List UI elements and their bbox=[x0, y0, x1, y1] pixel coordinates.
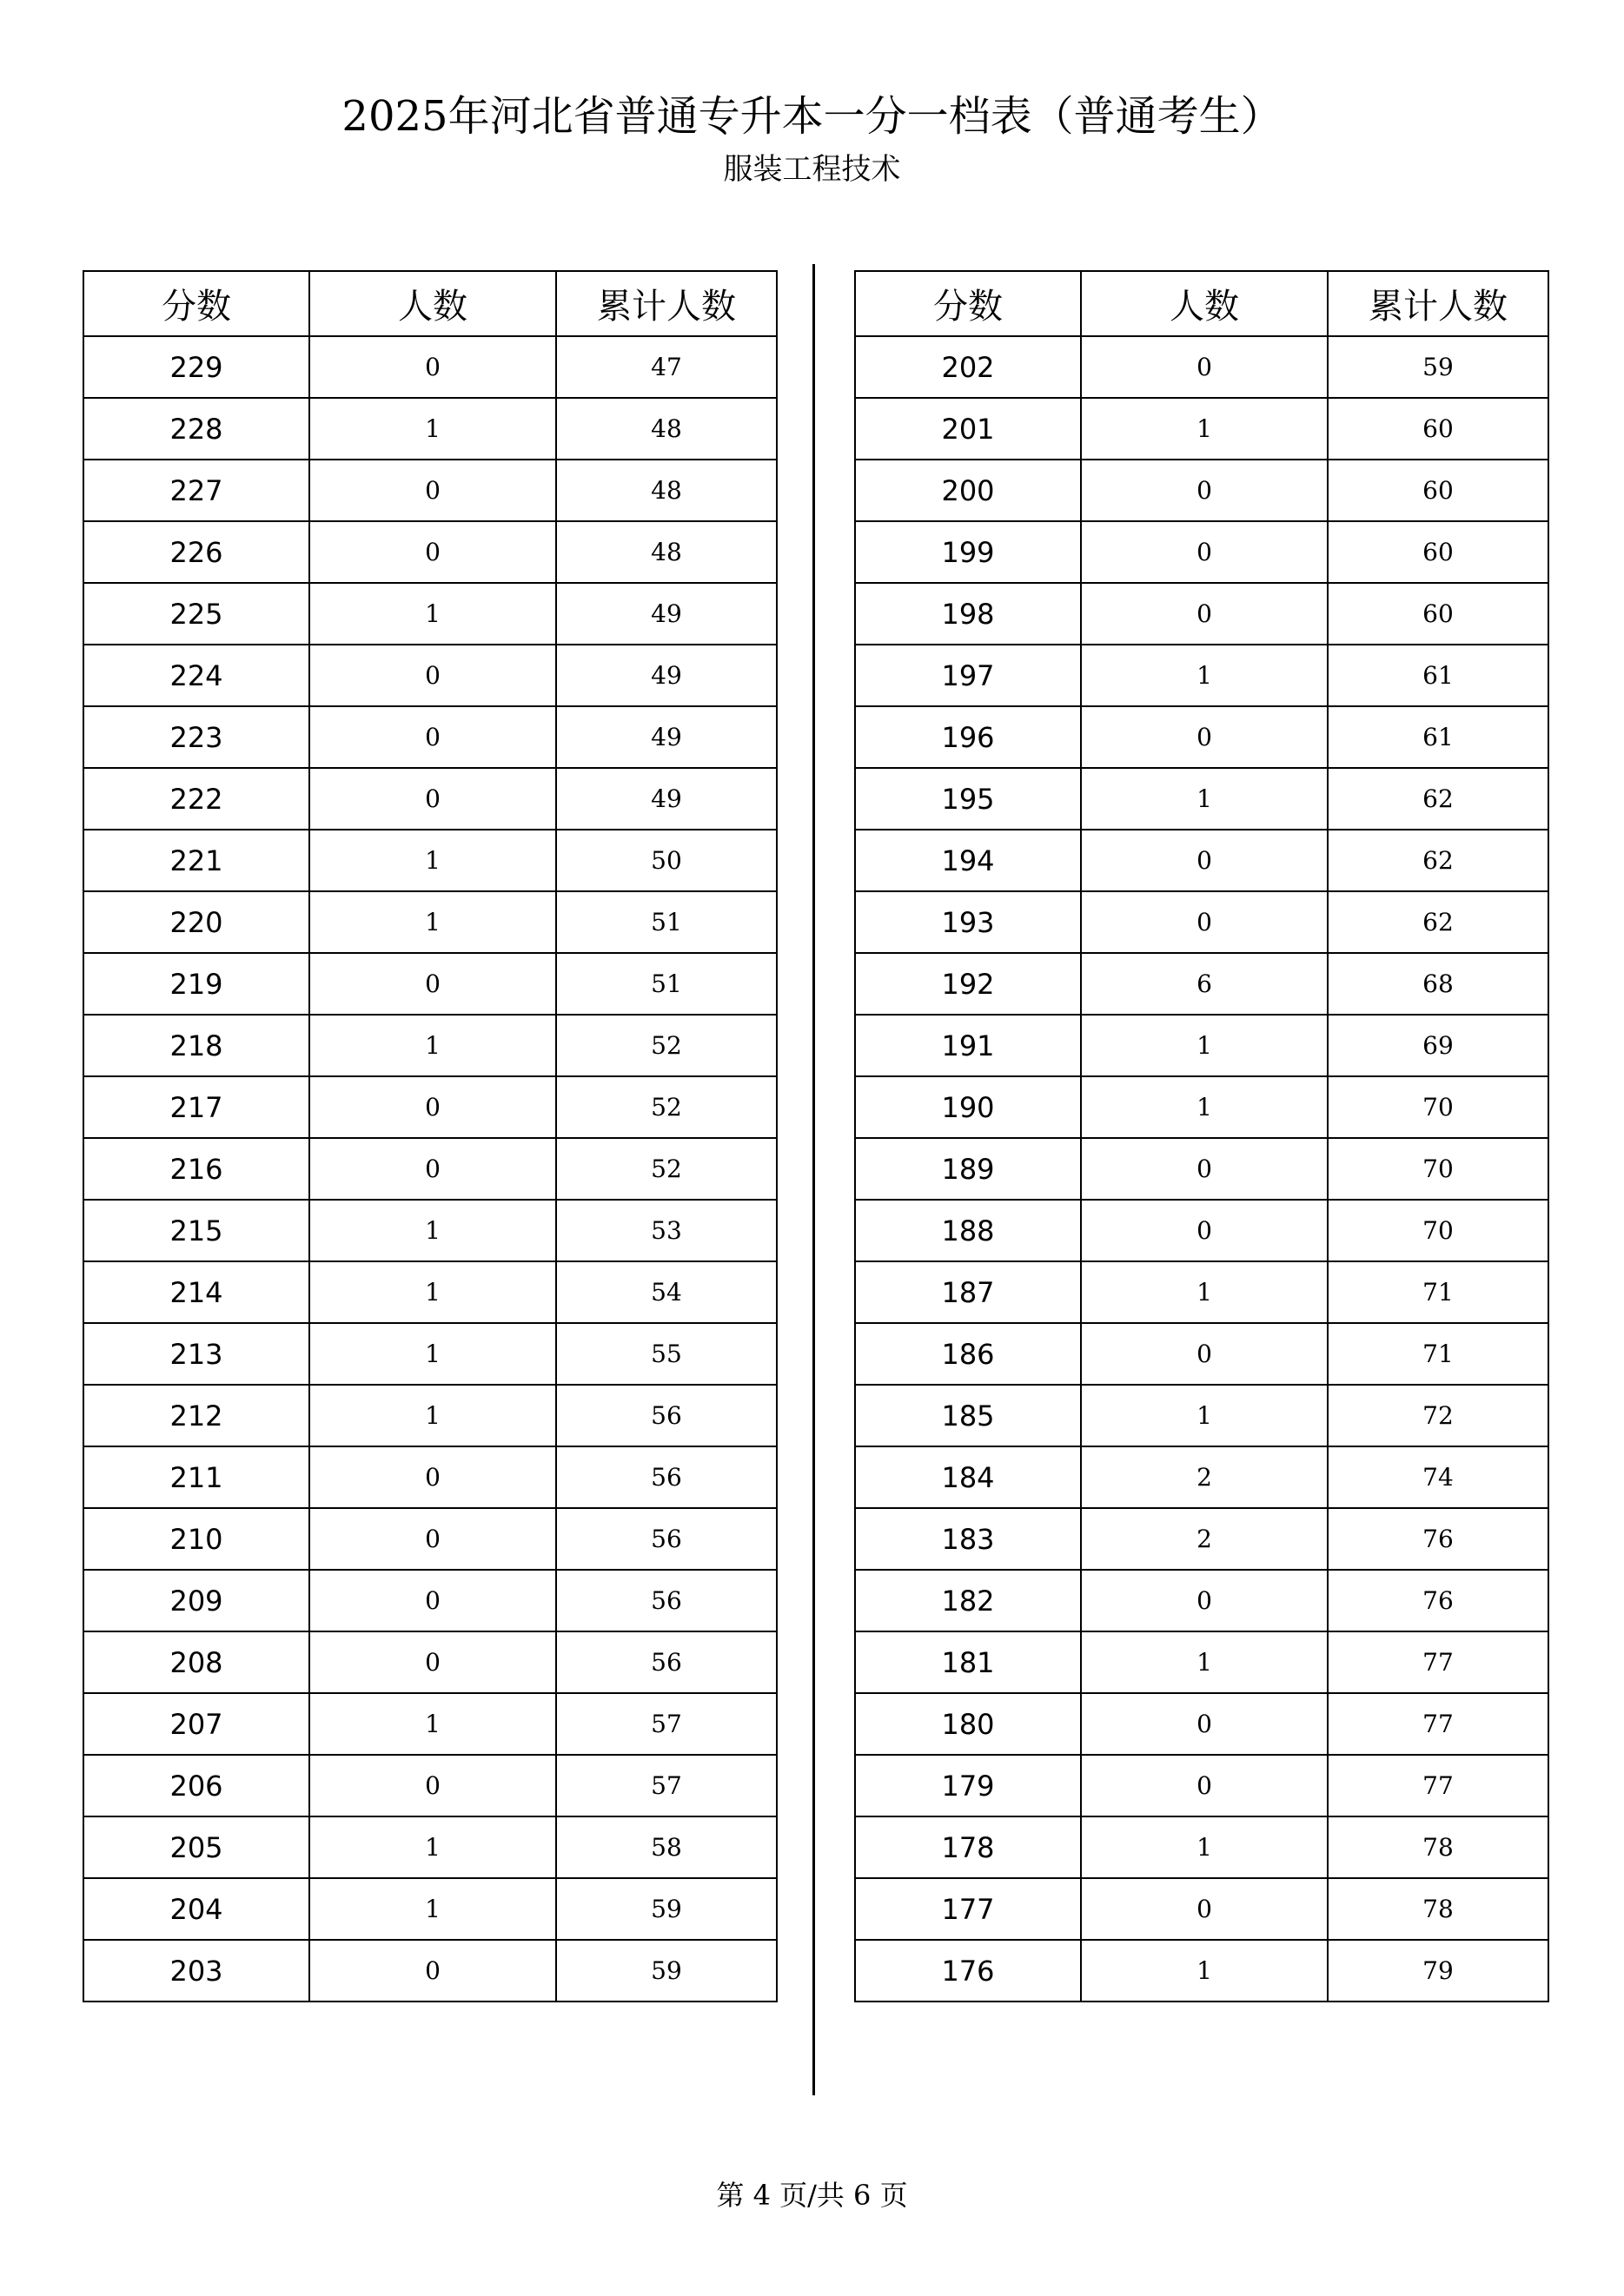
cell-count: 1 bbox=[309, 1200, 556, 1261]
table-row bbox=[855, 830, 1548, 891]
cell-cumulative: 50 bbox=[556, 830, 777, 891]
table-row bbox=[855, 398, 1548, 460]
cell-count: 1 bbox=[1081, 1076, 1328, 1138]
cell-cumulative: 51 bbox=[556, 891, 777, 953]
cell-count: 0 bbox=[1081, 1200, 1328, 1261]
header-count: 人数 bbox=[309, 271, 556, 336]
cell-cumulative: 62 bbox=[1328, 830, 1548, 891]
cell-cumulative: 70 bbox=[1328, 1138, 1548, 1200]
cell-count: 1 bbox=[1081, 1631, 1328, 1693]
table-row bbox=[855, 1693, 1548, 1755]
cell-cumulative: 57 bbox=[556, 1693, 777, 1755]
cell-count: 2 bbox=[1081, 1508, 1328, 1570]
cell-count: 0 bbox=[1081, 583, 1328, 645]
cell-count: 0 bbox=[1081, 1755, 1328, 1816]
table-row bbox=[855, 645, 1548, 706]
cell-score: 183 bbox=[855, 1508, 1081, 1570]
cell-score: 208 bbox=[83, 1631, 309, 1693]
cell-cumulative: 77 bbox=[1328, 1693, 1548, 1755]
cell-cumulative: 49 bbox=[556, 645, 777, 706]
cell-cumulative: 71 bbox=[1328, 1261, 1548, 1323]
score-table-right bbox=[854, 270, 1549, 2002]
cell-score: 222 bbox=[83, 768, 309, 830]
cell-score: 178 bbox=[855, 1816, 1081, 1878]
cell-cumulative: 60 bbox=[1328, 398, 1548, 460]
cell-count: 0 bbox=[1081, 460, 1328, 521]
cell-score: 214 bbox=[83, 1261, 309, 1323]
table-row bbox=[83, 1261, 777, 1323]
table-row bbox=[855, 1261, 1548, 1323]
table-row bbox=[855, 1138, 1548, 1200]
cell-count: 0 bbox=[1081, 1693, 1328, 1755]
cell-cumulative: 62 bbox=[1328, 891, 1548, 953]
table-row bbox=[855, 336, 1548, 398]
table-row bbox=[83, 645, 777, 706]
cell-score: 210 bbox=[83, 1508, 309, 1570]
cell-count: 0 bbox=[309, 1631, 556, 1693]
cell-cumulative: 74 bbox=[1328, 1446, 1548, 1508]
cell-cumulative: 60 bbox=[1328, 460, 1548, 521]
page-subtitle: 服装工程技术 bbox=[723, 152, 901, 187]
cell-score: 192 bbox=[855, 953, 1081, 1015]
table-row bbox=[83, 1385, 777, 1446]
table-row bbox=[855, 1631, 1548, 1693]
table-row bbox=[83, 1940, 777, 2002]
page-footer: 第 4 页/共 6 页 bbox=[716, 2179, 908, 2212]
cell-count: 1 bbox=[309, 830, 556, 891]
table-row bbox=[855, 1816, 1548, 1878]
cell-count: 0 bbox=[1081, 336, 1328, 398]
cell-cumulative: 55 bbox=[556, 1323, 777, 1385]
table-row bbox=[83, 1076, 777, 1138]
cell-cumulative: 56 bbox=[556, 1508, 777, 1570]
cell-score: 196 bbox=[855, 706, 1081, 768]
cell-score: 224 bbox=[83, 645, 309, 706]
cell-cumulative: 77 bbox=[1328, 1755, 1548, 1816]
cell-cumulative: 48 bbox=[556, 460, 777, 521]
cell-count: 1 bbox=[309, 1323, 556, 1385]
cell-score: 190 bbox=[855, 1076, 1081, 1138]
cell-cumulative: 79 bbox=[1328, 1940, 1548, 2002]
cell-count: 0 bbox=[1081, 1323, 1328, 1385]
header-cumulative: 累计人数 bbox=[556, 271, 777, 336]
cell-cumulative: 72 bbox=[1328, 1385, 1548, 1446]
table-row bbox=[855, 768, 1548, 830]
cell-count: 0 bbox=[309, 1940, 556, 2002]
cell-count: 1 bbox=[309, 1878, 556, 1940]
cell-score: 193 bbox=[855, 891, 1081, 953]
cell-count: 0 bbox=[309, 1138, 556, 1200]
cell-score: 213 bbox=[83, 1323, 309, 1385]
cell-score: 220 bbox=[83, 891, 309, 953]
cell-score: 217 bbox=[83, 1076, 309, 1138]
table-row bbox=[83, 1816, 777, 1878]
cell-score: 176 bbox=[855, 1940, 1081, 2002]
cell-cumulative: 77 bbox=[1328, 1631, 1548, 1693]
table-row bbox=[855, 1570, 1548, 1631]
table-row bbox=[83, 1446, 777, 1508]
cell-cumulative: 51 bbox=[556, 953, 777, 1015]
cell-score: 206 bbox=[83, 1755, 309, 1816]
cell-count: 1 bbox=[1081, 398, 1328, 460]
cell-count: 1 bbox=[1081, 1940, 1328, 2002]
cell-score: 177 bbox=[855, 1878, 1081, 1940]
cell-score: 228 bbox=[83, 398, 309, 460]
cell-score: 186 bbox=[855, 1323, 1081, 1385]
cell-count: 0 bbox=[309, 1076, 556, 1138]
table-row bbox=[855, 1385, 1548, 1446]
header-cumulative: 累计人数 bbox=[1328, 271, 1548, 336]
header-score: 分数 bbox=[855, 271, 1081, 336]
cell-cumulative: 61 bbox=[1328, 645, 1548, 706]
cell-score: 184 bbox=[855, 1446, 1081, 1508]
cell-score: 216 bbox=[83, 1138, 309, 1200]
cell-cumulative: 52 bbox=[556, 1076, 777, 1138]
table-row bbox=[83, 521, 777, 583]
cell-cumulative: 53 bbox=[556, 1200, 777, 1261]
cell-cumulative: 70 bbox=[1328, 1200, 1548, 1261]
cell-score: 203 bbox=[83, 1940, 309, 2002]
table-header-row bbox=[83, 271, 777, 336]
cell-cumulative: 59 bbox=[556, 1940, 777, 2002]
cell-cumulative: 78 bbox=[1328, 1878, 1548, 1940]
cell-count: 1 bbox=[1081, 1816, 1328, 1878]
cell-cumulative: 52 bbox=[556, 1138, 777, 1200]
cell-count: 1 bbox=[309, 583, 556, 645]
cell-cumulative: 68 bbox=[1328, 953, 1548, 1015]
cell-count: 0 bbox=[1081, 521, 1328, 583]
cell-count: 1 bbox=[309, 891, 556, 953]
score-table-left bbox=[83, 270, 778, 2002]
cell-cumulative: 47 bbox=[556, 336, 777, 398]
cell-cumulative: 71 bbox=[1328, 1323, 1548, 1385]
cell-count: 0 bbox=[309, 645, 556, 706]
table-row bbox=[855, 583, 1548, 645]
cell-score: 181 bbox=[855, 1631, 1081, 1693]
cell-score: 229 bbox=[83, 336, 309, 398]
table-row bbox=[83, 891, 777, 953]
cell-count: 0 bbox=[309, 521, 556, 583]
table-row bbox=[855, 460, 1548, 521]
header-score: 分数 bbox=[83, 271, 309, 336]
cell-cumulative: 48 bbox=[556, 398, 777, 460]
cell-cumulative: 69 bbox=[1328, 1015, 1548, 1076]
table-row bbox=[855, 1940, 1548, 2002]
table-row bbox=[855, 953, 1548, 1015]
cell-cumulative: 54 bbox=[556, 1261, 777, 1323]
cell-count: 0 bbox=[1081, 1138, 1328, 1200]
table-row bbox=[83, 1138, 777, 1200]
table-row bbox=[855, 1076, 1548, 1138]
cell-count: 0 bbox=[1081, 1570, 1328, 1631]
cell-cumulative: 76 bbox=[1328, 1570, 1548, 1631]
cell-count: 1 bbox=[309, 1261, 556, 1323]
cell-cumulative: 56 bbox=[556, 1385, 777, 1446]
table-row bbox=[855, 1015, 1548, 1076]
cell-count: 1 bbox=[1081, 1385, 1328, 1446]
cell-score: 198 bbox=[855, 583, 1081, 645]
table-row bbox=[855, 1755, 1548, 1816]
cell-score: 226 bbox=[83, 521, 309, 583]
cell-score: 225 bbox=[83, 583, 309, 645]
cell-score: 212 bbox=[83, 1385, 309, 1446]
table-row bbox=[83, 1755, 777, 1816]
cell-count: 1 bbox=[1081, 1015, 1328, 1076]
cell-score: 219 bbox=[83, 953, 309, 1015]
table-row bbox=[83, 583, 777, 645]
cell-count: 0 bbox=[309, 336, 556, 398]
cell-count: 0 bbox=[1081, 706, 1328, 768]
cell-count: 1 bbox=[309, 1015, 556, 1076]
cell-score: 188 bbox=[855, 1200, 1081, 1261]
cell-count: 2 bbox=[1081, 1446, 1328, 1508]
table-row bbox=[83, 398, 777, 460]
cell-score: 223 bbox=[83, 706, 309, 768]
cell-score: 200 bbox=[855, 460, 1081, 521]
cell-cumulative: 78 bbox=[1328, 1816, 1548, 1878]
cell-cumulative: 62 bbox=[1328, 768, 1548, 830]
table-row bbox=[83, 336, 777, 398]
table-row bbox=[83, 953, 777, 1015]
cell-score: 221 bbox=[83, 830, 309, 891]
cell-score: 205 bbox=[83, 1816, 309, 1878]
cell-count: 6 bbox=[1081, 953, 1328, 1015]
cell-count: 1 bbox=[1081, 768, 1328, 830]
cell-score: 179 bbox=[855, 1755, 1081, 1816]
cell-count: 1 bbox=[309, 1385, 556, 1446]
cell-score: 202 bbox=[855, 336, 1081, 398]
table-row bbox=[83, 1878, 777, 1940]
cell-score: 182 bbox=[855, 1570, 1081, 1631]
table-row bbox=[855, 706, 1548, 768]
cell-score: 209 bbox=[83, 1570, 309, 1631]
page-title: 2025年河北省普通专升本一分一档表（普通考生） bbox=[341, 92, 1283, 141]
table-row bbox=[855, 1878, 1548, 1940]
cell-score: 185 bbox=[855, 1385, 1081, 1446]
cell-cumulative: 61 bbox=[1328, 706, 1548, 768]
cell-score: 227 bbox=[83, 460, 309, 521]
cell-score: 197 bbox=[855, 645, 1081, 706]
cell-score: 215 bbox=[83, 1200, 309, 1261]
table-row bbox=[855, 521, 1548, 583]
cell-count: 0 bbox=[1081, 1878, 1328, 1940]
cell-count: 0 bbox=[309, 1755, 556, 1816]
cell-count: 0 bbox=[309, 1446, 556, 1508]
table-row bbox=[83, 460, 777, 521]
cell-score: 199 bbox=[855, 521, 1081, 583]
table-body-left bbox=[83, 336, 777, 2002]
cell-count: 0 bbox=[309, 460, 556, 521]
cell-cumulative: 57 bbox=[556, 1755, 777, 1816]
cell-score: 187 bbox=[855, 1261, 1081, 1323]
cell-count: 0 bbox=[309, 768, 556, 830]
table-row bbox=[83, 1631, 777, 1693]
cell-score: 201 bbox=[855, 398, 1081, 460]
cell-count: 0 bbox=[1081, 891, 1328, 953]
cell-cumulative: 60 bbox=[1328, 521, 1548, 583]
cell-cumulative: 56 bbox=[556, 1631, 777, 1693]
cell-cumulative: 59 bbox=[556, 1878, 777, 1940]
table-row bbox=[855, 1323, 1548, 1385]
column-divider bbox=[812, 264, 815, 2095]
table-row bbox=[855, 891, 1548, 953]
cell-cumulative: 70 bbox=[1328, 1076, 1548, 1138]
cell-score: 218 bbox=[83, 1015, 309, 1076]
table-row bbox=[83, 1015, 777, 1076]
table-row bbox=[83, 1693, 777, 1755]
cell-count: 1 bbox=[309, 1693, 556, 1755]
cell-score: 211 bbox=[83, 1446, 309, 1508]
cell-cumulative: 56 bbox=[556, 1446, 777, 1508]
cell-cumulative: 59 bbox=[1328, 336, 1548, 398]
cell-count: 1 bbox=[1081, 645, 1328, 706]
table-row bbox=[855, 1508, 1548, 1570]
cell-count: 0 bbox=[309, 1508, 556, 1570]
cell-cumulative: 49 bbox=[556, 583, 777, 645]
cell-cumulative: 76 bbox=[1328, 1508, 1548, 1570]
cell-score: 191 bbox=[855, 1015, 1081, 1076]
table-row bbox=[83, 1323, 777, 1385]
cell-cumulative: 56 bbox=[556, 1570, 777, 1631]
table-row bbox=[83, 1508, 777, 1570]
cell-cumulative: 48 bbox=[556, 521, 777, 583]
header-count: 人数 bbox=[1081, 271, 1328, 336]
cell-cumulative: 60 bbox=[1328, 583, 1548, 645]
table-row bbox=[83, 1200, 777, 1261]
table-row bbox=[83, 706, 777, 768]
cell-count: 1 bbox=[309, 398, 556, 460]
table-row bbox=[83, 830, 777, 891]
cell-cumulative: 58 bbox=[556, 1816, 777, 1878]
cell-count: 1 bbox=[309, 1816, 556, 1878]
table-body-right bbox=[855, 336, 1548, 2002]
cell-score: 207 bbox=[83, 1693, 309, 1755]
cell-cumulative: 49 bbox=[556, 706, 777, 768]
cell-count: 0 bbox=[309, 706, 556, 768]
cell-score: 194 bbox=[855, 830, 1081, 891]
cell-score: 189 bbox=[855, 1138, 1081, 1200]
table-row bbox=[83, 1570, 777, 1631]
cell-count: 0 bbox=[309, 1570, 556, 1631]
table-header-row bbox=[855, 271, 1548, 336]
cell-count: 0 bbox=[309, 953, 556, 1015]
table-row bbox=[855, 1200, 1548, 1261]
cell-score: 180 bbox=[855, 1693, 1081, 1755]
cell-count: 0 bbox=[1081, 830, 1328, 891]
cell-cumulative: 52 bbox=[556, 1015, 777, 1076]
table-row bbox=[855, 1446, 1548, 1508]
cell-score: 195 bbox=[855, 768, 1081, 830]
table-row bbox=[83, 768, 777, 830]
cell-cumulative: 49 bbox=[556, 768, 777, 830]
cell-count: 1 bbox=[1081, 1261, 1328, 1323]
cell-score: 204 bbox=[83, 1878, 309, 1940]
